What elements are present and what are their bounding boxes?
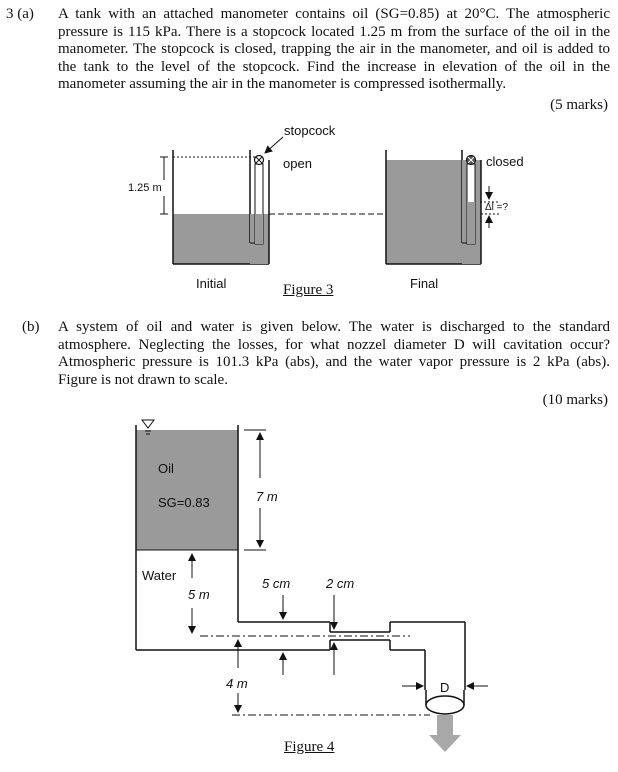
- open-label: open: [283, 156, 312, 171]
- marks-b: (10 marks): [542, 392, 608, 408]
- oil-region: [136, 430, 238, 550]
- initial-label: Initial: [196, 276, 227, 291]
- nozzle-label: D: [440, 680, 450, 695]
- final-label: Final: [410, 276, 439, 291]
- figure-3-caption: Figure 3: [283, 282, 334, 298]
- figure-4-caption: Figure 4: [284, 739, 335, 755]
- closed-label: closed: [486, 154, 524, 169]
- pipe2-label: 2 cm: [326, 576, 355, 591]
- oil-label: Oil: [158, 461, 174, 476]
- water-depth-label: 5 m: [188, 587, 210, 602]
- question-number-b: (b): [22, 319, 40, 335]
- marks-a: (5 marks): [550, 97, 608, 113]
- stopcock-label: stopcock: [284, 123, 336, 138]
- outflow-arrow: [429, 715, 461, 752]
- height-label: 1.25 m: [128, 182, 162, 194]
- water-label: Water: [142, 568, 177, 583]
- delta-label: Δl =?: [485, 202, 509, 213]
- oil-depth-label: 7 m: [256, 489, 278, 504]
- question-b-text: A system of oil and water is given below. The water is discharged to the standard atmosphere. Neglecting the losses, for what nozzel diameter D will cavitation occur? Atmospheric pressure is 101.3 kPa (abs), and the water vapor pressure is 2 kPa (abs). Figure is not drawn to scale.: [58, 319, 610, 388]
- question-number-a: 3 (a): [6, 6, 34, 22]
- nozzle-outlet: [426, 696, 464, 714]
- drop-label: 4 m: [226, 676, 248, 691]
- pipe1-label: 5 cm: [262, 576, 291, 591]
- question-a-text: A tank with an attached manometer contains oil (SG=0.85) at 20°C. The atmospheric pressure is 115 kPa. There is a stopcock located 1.25 m from the surface of the oil in the manometer. The stopcock is closed, trapping the air in the manometer, and oil is added to the tank to the level of the stopcock. Find the increase in elevation of the oil in the manometer assuming the air in the manometer is compressed isothermally.: [58, 6, 610, 93]
- sg-label: SG=0.83: [158, 495, 210, 510]
